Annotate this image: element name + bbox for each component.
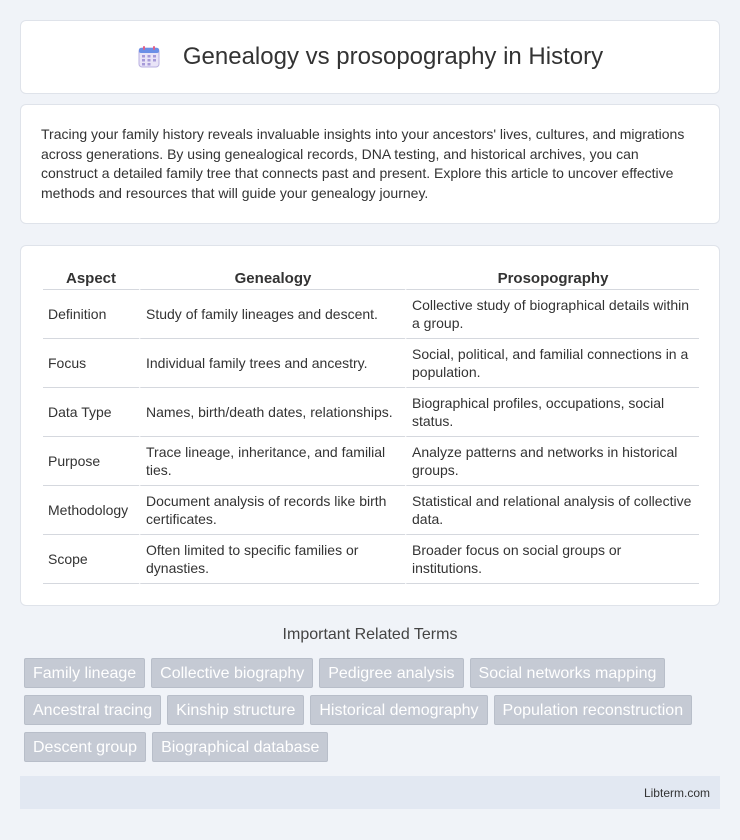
table-row: [43, 535, 699, 584]
header-aspect: Aspect: [43, 266, 139, 290]
row-prosopography: Analyze patterns and networks in historical groups.: [405, 437, 699, 486]
table-row: [43, 290, 699, 339]
tag-pedigree-analysis[interactable]: Pedigree analysis: [319, 658, 463, 688]
comparison-table: [43, 266, 699, 584]
comparison-card: [20, 245, 720, 606]
row-genealogy: Trace lineage, inheritance, and familial ties.: [139, 437, 405, 486]
table-row: [43, 486, 699, 535]
calendar-icon: [137, 45, 161, 69]
table-row: [43, 388, 699, 437]
tag-descent-group[interactable]: Descent group: [24, 732, 146, 762]
tag-historical-demography[interactable]: Historical demography: [310, 695, 487, 725]
row-prosopography: Collective study of biographical details within a group.: [405, 290, 699, 339]
row-genealogy: Study of family lineages and descent.: [139, 290, 405, 339]
footer-site-link[interactable]: Libterm.com: [643, 785, 710, 800]
table-header-row: [43, 266, 699, 290]
footer: [20, 776, 720, 809]
header-genealogy: Genealogy: [139, 266, 405, 290]
row-genealogy: Individual family trees and ancestry.: [139, 339, 405, 388]
table-row: [43, 339, 699, 388]
tag-ancestral-tracing[interactable]: Ancestral tracing: [24, 695, 161, 725]
row-aspect: Definition: [43, 290, 139, 339]
related-terms-tags: [20, 658, 720, 762]
tag-family-lineage[interactable]: Family lineage: [24, 658, 145, 688]
row-genealogy: Document analysis of records like birth certificates.: [139, 486, 405, 535]
intro-text: Tracing your family history reveals invaluable insights into your ancestors' lives, cultures, and migrations across generations. By using genealogical records, DNA testing, and historical archives, you can construct a detailed family tree that connects past and present. Explore this article to uncover effective methods and resources that will guide your genealogy journey.: [41, 126, 685, 201]
row-aspect: Scope: [43, 535, 139, 584]
tag-population-reconstruction[interactable]: Population reconstruction: [494, 695, 693, 725]
row-aspect: Methodology: [43, 486, 139, 535]
tag-social-networks-mapping[interactable]: Social networks mapping: [470, 658, 666, 688]
row-genealogy: Often limited to specific families or dynasties.: [139, 535, 405, 584]
related-terms-title: Important Related Terms: [282, 626, 458, 643]
row-aspect: Purpose: [43, 437, 139, 486]
row-prosopography: Statistical and relational analysis of collective data.: [405, 486, 699, 535]
table-row: [43, 437, 699, 486]
header-inner: [137, 43, 603, 71]
related-terms-section: [20, 626, 720, 762]
page-title: Genealogy vs prosopography in History: [182, 43, 604, 70]
row-aspect: Focus: [43, 339, 139, 388]
tag-kinship-structure[interactable]: Kinship structure: [167, 695, 304, 725]
row-aspect: Data Type: [43, 388, 139, 437]
row-prosopography: Social, political, and familial connections in a population.: [405, 339, 699, 388]
header-card: [20, 20, 720, 94]
tag-biographical-database[interactable]: Biographical database: [152, 732, 328, 762]
tag-collective-biography[interactable]: Collective biography: [151, 658, 313, 688]
row-prosopography: Broader focus on social groups or institutions.: [405, 535, 699, 584]
intro-card: [20, 104, 720, 224]
row-genealogy: Names, birth/death dates, relationships.: [139, 388, 405, 437]
header-prosopography: Prosopography: [405, 266, 699, 290]
row-prosopography: Biographical profiles, occupations, social status.: [405, 388, 699, 437]
